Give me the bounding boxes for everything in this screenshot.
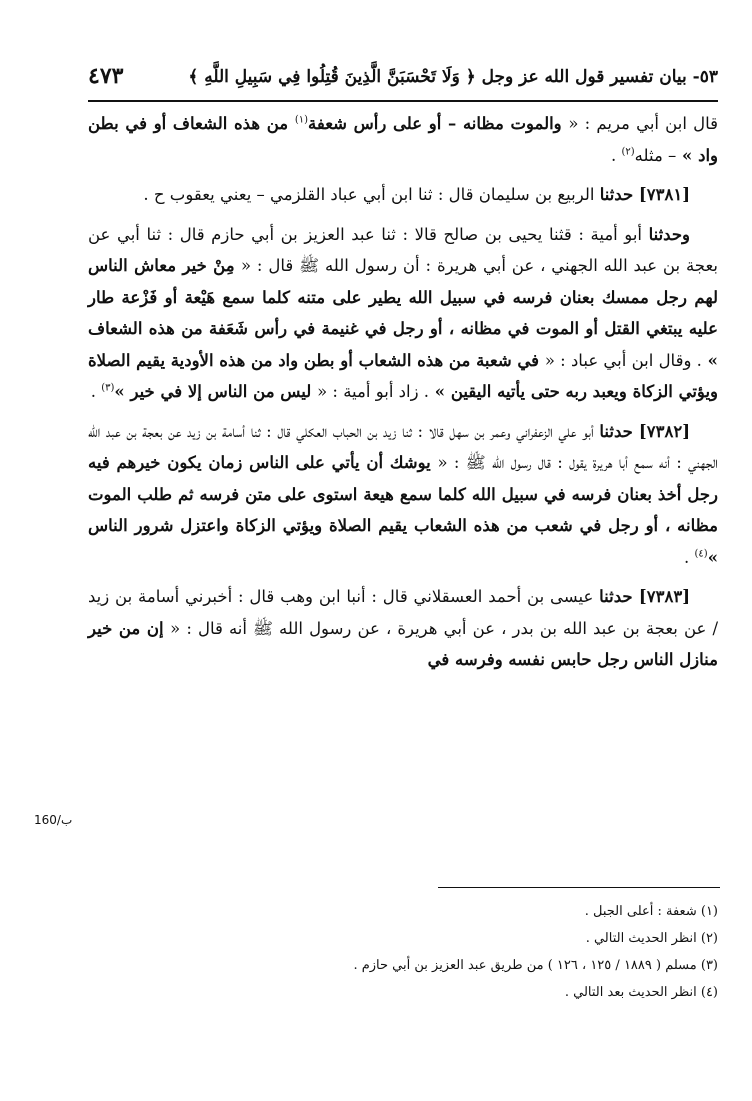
isnad-text: أبو أمية : قثنا يحيى بن صالح قالا : ثنا عبد العزيز بن أبي حازم قال : ثنا أبي عن بعجة بن عبد الله الجهني ، عن أبي هريرة : أن رسول الله ﷺ قال : «	[88, 224, 718, 275]
text-run: قال ابن أبي مريم : «	[568, 114, 718, 133]
header-divider	[88, 100, 718, 102]
page-number: ٤٧٣	[88, 63, 124, 89]
hadith-text: يوشك أن يأتي على الناس زمان يكون خيرهم فيه رجل أخذ بعنان فرسه في سبيل الله كلما سمع هيعة استوى على متن فرسه ثم طلب الموت مظانه ، أو رجل في شعب من هذه الشعاب يقيم الصلاة ويؤتي الزكاة واعتزل شرور الناس »	[88, 453, 718, 567]
narration-lead: وحدثنا	[648, 224, 690, 244]
hadith-text: مِنْ خير معاش الناس لهم رجل ممسك بعنان فرسه في سبيل الله يطير على متنه كلما سمع هَيْعة أو فَزْعة طار عليه يبتغي القتل أو الموت في مظانه ، أو رجل في غنيمة في رأس شَعَفة من هذه الشعاف »	[88, 256, 718, 370]
page-header	[88, 56, 718, 96]
text-run: – مثله	[634, 145, 677, 165]
main-text	[88, 108, 718, 676]
manuscript-folio-note: 160/ب	[34, 813, 73, 827]
hadith-text: والموت مظانه – أو على رأس شعفة	[308, 114, 569, 133]
narration-lead: حدثنا	[599, 185, 639, 204]
text-run: .	[684, 547, 695, 567]
hadith-text: ليس من الناس إلا في خير »	[114, 382, 318, 401]
text-run: .	[610, 145, 622, 165]
text-run: . وقال ابن أبي عباد : «	[544, 350, 702, 370]
footnote-ref: (٣)	[101, 382, 115, 394]
footnote-ref: (٢)	[621, 146, 635, 157]
chapter-title: ٥٣- بيان تفسير قول الله عز وجل ﴿ وَلَا تَحْسَبَنَّ الَّذِينَ قُتِلُوا فِي سَبِيلِ اللَّهِ ﴾	[188, 66, 718, 87]
text-run: . زاد أبو أمية : «	[317, 382, 430, 401]
footnotes	[88, 898, 718, 1006]
hadith-number: [٧٣٨٣]	[638, 587, 690, 606]
hadith-number: [٧٣٨١]	[638, 185, 690, 204]
hadith-text: من هذه الشعاف أو في بطن واد »	[88, 114, 718, 165]
footnote-ref: (١)	[294, 114, 308, 126]
isnad-text: أبو علي الزعفراني وعمر بن سهل قالا : ثنا زيد بن الحباب العكلي قال : ثنا أسامة بن زيد عن بعجة بن عبد الله الجهني : أنه سمع أبا هريرة يقول : قال رسول الله ﷺ : «	[88, 421, 718, 472]
hadith-7382	[88, 416, 718, 574]
narration-lead: حدثنا	[599, 421, 639, 441]
hadith-number: [٧٣٨٢]	[638, 421, 690, 441]
hadith-7381-second-chain	[88, 219, 718, 408]
hadith-7383	[88, 581, 718, 676]
footnote-4: (٤) انظر الحديث بعد التالي .	[564, 985, 718, 1000]
hadith-7381	[88, 179, 718, 211]
hadith-text: إن من خير منازل الناس رجل حابس نفسه وفرسه في	[88, 618, 718, 669]
footnote-3: (٣) مسلم ( ١٨٨٩ / ١٢٥ ، ١٢٦ ) من طريق عبد العزيز بن أبي حازم .	[353, 958, 718, 973]
paragraph-1	[88, 108, 718, 171]
isnad-text: عيسى بن أحمد العسقلاني قال : أنبا ابن وهب قال : أخبرني أسامة بن زيد / عن بعجة بن عبد الله بن بدر ، عن أبي هريرة ، عن رسول الله ﷺ أنه قال : «	[88, 587, 718, 638]
footnote-ref: (٤)	[694, 548, 708, 559]
footnote-1: (١) شعفة : أعلى الجبل .	[584, 904, 718, 919]
footnote-2: (٢) انظر الحديث التالي .	[585, 931, 718, 946]
isnad-text: الربيع بن سليمان قال : ثنا ابن أبي عباد القلزمي – يعني يعقوب ح .	[143, 185, 600, 204]
text-run: .	[90, 382, 102, 401]
hadith-text: في شعبة من هذه الشعاب أو بطن واد من هذه الأودية يقيم الصلاة ويؤتي الزكاة ويعبد ربه حتى يأتيه اليقين »	[88, 350, 718, 401]
footnote-divider	[438, 887, 720, 888]
narration-lead: حدثنا	[599, 587, 639, 606]
